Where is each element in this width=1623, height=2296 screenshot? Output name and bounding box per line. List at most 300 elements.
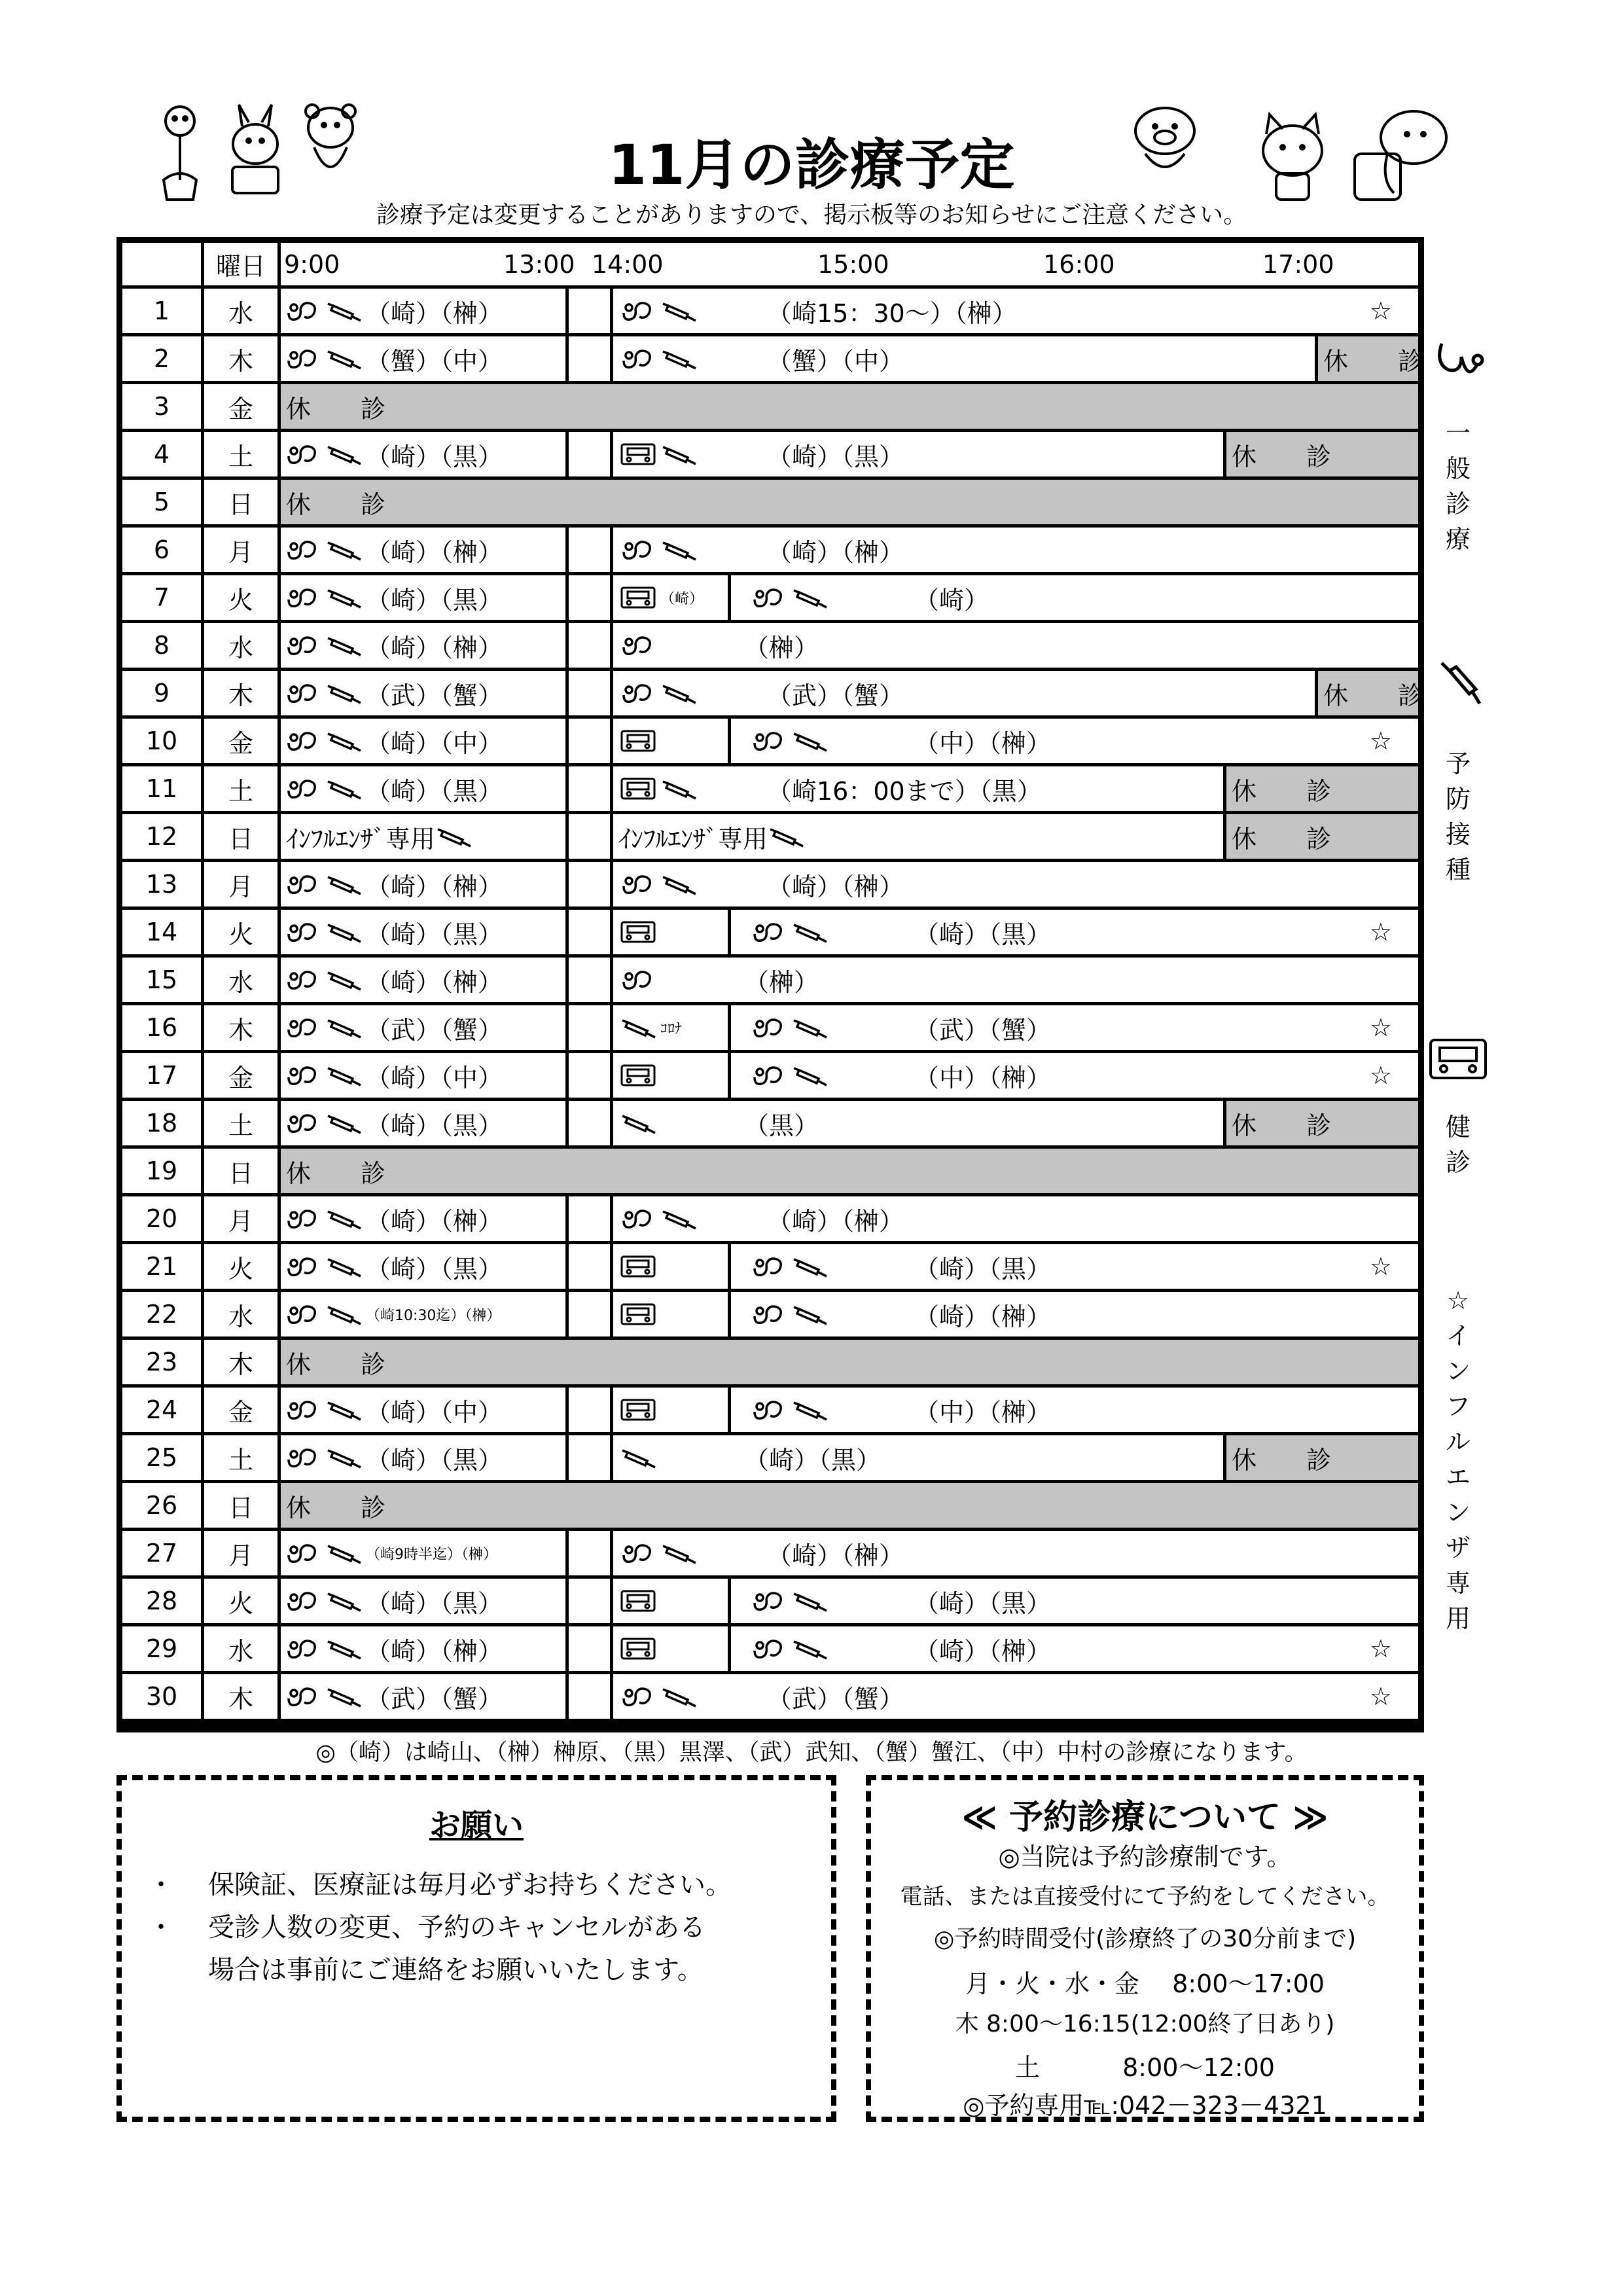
stethoscope-icon [620,633,656,658]
closed-label: 休 診 [1232,776,1332,806]
weekday: 土 [228,1111,253,1140]
syringe-icon [660,298,697,323]
closed-cell [1226,766,1418,811]
syringe-icon [325,442,362,467]
morning-doctors: （崎）（榊） [285,623,503,668]
day-number: 13 [145,870,178,899]
flu-star: ☆ [1369,726,1392,755]
day-cell [122,336,201,381]
weekday: 火 [228,1254,253,1283]
table-row [122,862,1418,906]
syringe-icon [660,776,697,801]
table-row [122,1674,1418,1719]
weekday-cell [204,623,277,668]
afternoon-checkup-cell [613,1388,728,1432]
afternoon-checkup-cell [613,1053,728,1098]
weekday-cell [204,1340,277,1384]
header-day-cell [122,243,201,285]
weekday: 水 [228,633,253,662]
stethoscope-icon [751,1063,787,1088]
afternoon-cell [731,1244,1418,1289]
header-time-t1400: 14:00 [592,249,664,279]
day-number: 4 [153,440,170,469]
schedule-rows [122,243,1423,1727]
syringe-icon [325,920,362,944]
weekday: 水 [228,298,253,328]
morning-cell [281,1626,565,1671]
afternoon-icons [620,432,701,476]
morning-cell [281,1388,565,1432]
afternoon-cell [731,1053,1418,1098]
day-cell [122,575,201,620]
stethoscope-icon [285,1684,321,1709]
gap-cell [569,1196,610,1241]
afternoon-cell [613,958,1418,1002]
table-row [122,1292,1418,1336]
syringe-icon [791,1397,828,1422]
syringe-icon [660,537,697,562]
stethoscope-icon [285,1302,321,1327]
stethoscope-icon [285,1445,321,1470]
stethoscope-icon [620,1206,656,1231]
weekday-cell [204,1149,277,1193]
morning-cell [281,671,565,715]
syringe-icon [325,1302,362,1327]
bullet: ・ [148,1912,174,1943]
afternoon-cell [613,862,1418,906]
weekday: 金 [228,1397,253,1427]
day-cell [122,1340,201,1384]
day-number: 2 [153,344,170,373]
gap-cell [569,1674,610,1719]
syringe-icon [325,681,362,706]
syringe-icon [620,1445,656,1470]
afternoon-cell [613,336,1315,381]
afternoon-cell [731,1626,1418,1671]
syringe-icon [325,776,362,801]
morning-cell [281,958,565,1002]
table-row [122,384,1418,429]
weekday: 日 [228,490,253,519]
afternoon-icons [751,1244,832,1289]
afternoon-doctors: （崎15：30～）（榊） [767,298,1017,328]
weekday-cell [204,1005,277,1050]
stethoscope-icon [285,1254,321,1279]
day-cell [122,910,201,954]
syringe-icon [325,1541,362,1566]
afternoon-checkup-cell [613,719,728,763]
day-cell [122,814,201,859]
morning-cell [281,432,565,476]
stethoscope-icon [285,1063,321,1088]
gap-cell [569,719,610,763]
reservation-title: ≪ 予約診療について ≫ [961,1798,1329,1837]
gap-cell [569,1435,610,1480]
legend-general: 一 般 診 療 [1445,419,1471,554]
afternoon-doctors: （武）（蟹） [767,681,904,710]
table-row [122,1340,1418,1384]
morning-cell [281,528,565,572]
reservation-line-4: 月・火・水・金 8:00～17:00 [965,1969,1325,1998]
syringe-icon [791,585,828,610]
afternoon-first-slot: ｺﾛﾅ [620,1005,682,1050]
morning-doctors: （崎）（中） [285,719,503,763]
afternoon-icons [751,910,832,954]
gap-cell [569,1053,610,1098]
afternoon-cell [613,289,1418,333]
syringe-icon [325,298,362,323]
closed-label: 休 診 [1323,681,1423,710]
flu-star: ☆ [1369,1061,1392,1090]
header-time-t1300: 13:00 [503,249,575,279]
afternoon-icons [620,766,701,811]
day-cell [122,432,201,476]
flu-star: ☆ [1369,1252,1392,1281]
stethoscope-icon [285,1206,321,1231]
morning-cell [281,289,565,333]
afternoon-first-slot [620,719,660,763]
stethoscope-icon [285,1397,321,1422]
stethoscope-icon [285,728,321,753]
morning-doctors: （武）（蟹） [285,1005,503,1050]
gap-cell [569,1388,610,1432]
day-cell [122,1674,201,1719]
gap-cell [569,289,610,333]
weekday-cell [204,1579,277,1623]
stethoscope-icon [751,728,787,753]
afternoon-cell [613,528,1418,572]
afternoon-doctors: （崎）（黒） [914,1588,1052,1618]
header-time-t1700: 17:00 [1262,249,1334,279]
table-row [122,1196,1418,1241]
day-cell [122,1388,201,1432]
afternoon-cell [731,1292,1418,1336]
request-line-2: 受診人数の変更、予約のキャンセルがある [208,1912,705,1943]
day-cell [122,1435,201,1480]
closed-label: 休 診 [1232,1445,1332,1475]
afternoon-doctors: （崎） [914,585,990,615]
stethoscope-icon [751,1588,787,1613]
table-row [122,1626,1418,1671]
day-cell [122,1483,201,1528]
closed-cell [281,1149,1418,1193]
weekday-cell [204,719,277,763]
afternoon-icons [751,1005,832,1050]
closed-cell [1226,1435,1418,1480]
day-number: 21 [145,1252,178,1281]
weekday: 水 [228,1636,253,1666]
weekday-cell [204,1053,277,1098]
afternoon-icons [620,289,701,333]
morning-doctors: （崎）（中） [285,1388,503,1432]
gap-cell [569,1101,610,1145]
syringe-icon [325,1588,362,1613]
morning-cell [281,1292,565,1336]
closed-cell [1226,432,1418,476]
closed-cell [281,480,1418,524]
syringe-icon [660,1684,697,1709]
morning-cell [281,1435,565,1480]
gap-cell [569,862,610,906]
gap-cell [569,528,610,572]
afternoon-icons [620,1674,701,1719]
table-row [122,958,1418,1002]
afternoon-cell [731,719,1418,763]
weekday: 月 [228,872,253,901]
closed-cell [281,384,1418,429]
day-cell [122,1292,201,1336]
morning-cell [281,575,565,620]
morning-doctors: （崎）（榊） [285,289,503,333]
morning-cell [281,1005,565,1050]
syringe-icon [325,967,362,992]
weekday-cell [204,1483,277,1528]
morning-doctors: （武）（蟹） [285,671,503,715]
stethoscope-icon [751,1254,787,1279]
stethoscope-icon [285,346,321,371]
table-row [122,1244,1418,1289]
weekday-cell [204,480,277,524]
afternoon-icons [751,1626,832,1671]
afternoon-icons [751,719,832,763]
stethoscope-icon [285,633,321,658]
syringe-icon [791,1063,828,1088]
flu-star: ☆ [1369,1634,1392,1663]
morning-cell [281,1579,565,1623]
afternoon-doctors: （武）（蟹） [767,1684,904,1713]
day-cell [122,958,201,1002]
morning-cell [281,1531,565,1575]
afternoon-first-slot [620,1053,660,1098]
afternoon-icons [620,671,701,715]
day-number: 30 [145,1682,178,1711]
afternoon-first-slot: （崎） [620,575,704,620]
morning-cell [281,1101,565,1145]
syringe-icon [1436,658,1482,710]
afternoon-first-slot [620,1579,660,1623]
flu-star: ☆ [1369,1013,1392,1042]
weekday: 木 [228,1350,253,1379]
checkup-device-icon [620,1636,656,1661]
gap-cell [569,575,610,620]
afternoon-doctors: （崎）（榊） [767,1541,904,1570]
afternoon-cell [613,766,1223,811]
weekday: 月 [228,537,253,567]
morning-doctors: （崎）（榊） [285,528,503,572]
syringe-icon [325,1254,362,1279]
syringe-icon [325,1015,362,1040]
header-dow-cell [204,243,277,285]
weekday: 水 [228,967,253,997]
stethoscope-icon [751,1636,787,1661]
day-number: 5 [153,488,170,516]
stethoscope-icon [285,872,321,897]
table-row [122,910,1418,954]
day-number: 8 [153,631,170,660]
checkup-device-icon [620,1254,656,1279]
weekday-cell [204,1626,277,1671]
day-number: 18 [145,1109,178,1138]
header-time-t1600: 16:00 [1043,249,1115,279]
day-cell [122,528,201,572]
closed-label: 休 診 [286,490,386,519]
checkup-device-icon [620,920,656,944]
weekday: 火 [228,1588,253,1618]
day-number: 10 [145,726,178,755]
weekday: 土 [228,1445,253,1475]
afternoon-icons [620,623,660,668]
day-cell [122,1053,201,1098]
afternoon-icons [751,1292,832,1336]
day-number: 23 [145,1348,178,1376]
afternoon-doctors: （武）（蟹） [914,1015,1052,1045]
closed-cell [1318,671,1423,715]
reservation-line-3: ◎予約時間受付(診療終了の30分前まで) [933,1926,1357,1952]
afternoon-first-slot [620,1626,660,1671]
afternoon-icons [751,1053,832,1098]
syringe-icon [325,728,362,753]
stethoscope-icon [285,1015,321,1040]
syringe-icon [325,1636,362,1661]
weekday: 土 [228,442,253,471]
day-cell [122,289,201,333]
weekday: 日 [228,1493,253,1522]
morning-cell [281,862,565,906]
day-number: 26 [145,1491,178,1520]
afternoon-cell [613,814,1223,859]
weekday-cell [204,1196,277,1241]
weekday-cell [204,1101,277,1145]
afternoon-cell [731,575,1418,620]
table-row [122,719,1418,763]
morning-cell [281,1674,565,1719]
weekday-cell [204,958,277,1002]
weekday-cell [204,575,277,620]
day-cell [122,480,201,524]
day-number: 20 [145,1204,178,1233]
weekday: 土 [228,776,253,806]
syringe-icon [660,681,697,706]
afternoon-doctors: （中）（榊） [914,1397,1052,1427]
table-row [122,1149,1418,1193]
afternoon-doctors: （崎）（榊） [767,872,904,901]
header-time-t1500: 15:00 [817,249,889,279]
stethoscope-icon [751,1015,787,1040]
afternoon-cell [731,1005,1418,1050]
gap-cell [569,432,610,476]
syringe-icon [660,442,697,467]
syringe-icon [325,1206,362,1231]
weekday-cell [204,384,277,429]
request-box [116,1775,836,2122]
morning-doctors: （崎）（榊） [285,1196,503,1241]
afternoon-icons [620,1435,660,1480]
afternoon-checkup-cell [613,1579,728,1623]
weekday: 木 [228,681,253,710]
morning-cell [281,719,565,763]
afternoon-cell [731,1388,1418,1432]
checkup-device-icon [620,1063,656,1088]
morning-cell [281,336,565,381]
afternoon-doctors: （崎）（榊） [914,1302,1052,1331]
afternoon-first-slot [620,1292,660,1336]
syringe-icon [325,872,362,897]
day-number: 19 [145,1157,178,1185]
day-number: 9 [153,679,170,708]
day-number: 11 [145,774,178,803]
afternoon-icons [620,1101,660,1145]
gap-cell [569,910,610,954]
afternoon-doctors: （黒） [744,1111,819,1140]
closed-label: 休 診 [1232,1111,1332,1140]
day-number: 24 [145,1395,178,1424]
afternoon-doctors: （崎）（榊） [914,1636,1052,1666]
checkup-device-icon [620,1588,656,1613]
morning-doctors: （崎）（榊） [285,1626,503,1671]
weekday-cell [204,1244,277,1289]
syringe-icon [791,1302,828,1327]
header-time-cell [281,243,1418,285]
afternoon-doctors: （崎）（榊） [767,1206,904,1236]
legend-vaccine: 予 防 接 種 [1445,749,1471,884]
reservation-line-7: ◎予約専用℡:042－323－4321 [963,2091,1327,2120]
stethoscope-icon [285,585,321,610]
weekday: 月 [228,1206,253,1236]
afternoon-cell [613,1196,1418,1241]
weekday-cell [204,1292,277,1336]
day-number: 12 [145,822,178,851]
header-dow-label: 曜日 [215,252,266,281]
day-cell [122,1579,201,1623]
morning-cell [281,623,565,668]
morning-doctors: （崎）（黒） [285,432,503,476]
weekday: 火 [228,920,253,949]
weekday: 水 [228,1302,253,1331]
afternoon-checkup-cell [613,1626,728,1671]
weekday: 金 [228,1063,253,1092]
syringe-icon [435,824,472,849]
weekday-cell [204,814,277,859]
afternoon-doctors: （蟹）（中） [767,346,904,376]
checkup-device-icon [1428,1037,1488,1081]
morning-doctors: （崎）（中） [285,1053,503,1098]
afternoon-first-slot [620,1244,660,1289]
morning-cell [281,1244,565,1289]
schedule-table [116,237,1424,1732]
stethoscope-icon [620,1684,656,1709]
day-cell [122,1149,201,1193]
afternoon-first-slot [620,910,660,954]
stethoscope-icon [285,537,321,562]
weekday-cell [204,1435,277,1480]
stethoscope-icon [285,967,321,992]
weekday: 日 [228,1158,253,1188]
afternoon-checkup-cell [613,575,728,620]
afternoon-cell [613,1531,1418,1575]
weekday: 金 [228,728,253,758]
closed-cell [1318,336,1423,381]
afternoon-icons [620,1531,701,1575]
closed-label: 休 診 [1232,442,1332,471]
stethoscope-icon [751,1397,787,1422]
stethoscope-icon [285,920,321,944]
weekday-cell [204,1674,277,1719]
reservation-line-5: 木 8:00～16:15(12:00終了日あり) [955,2011,1335,2037]
day-number: 6 [153,535,170,564]
weekday: 火 [228,585,253,615]
day-cell [122,1196,201,1241]
syringe-icon [791,920,828,944]
